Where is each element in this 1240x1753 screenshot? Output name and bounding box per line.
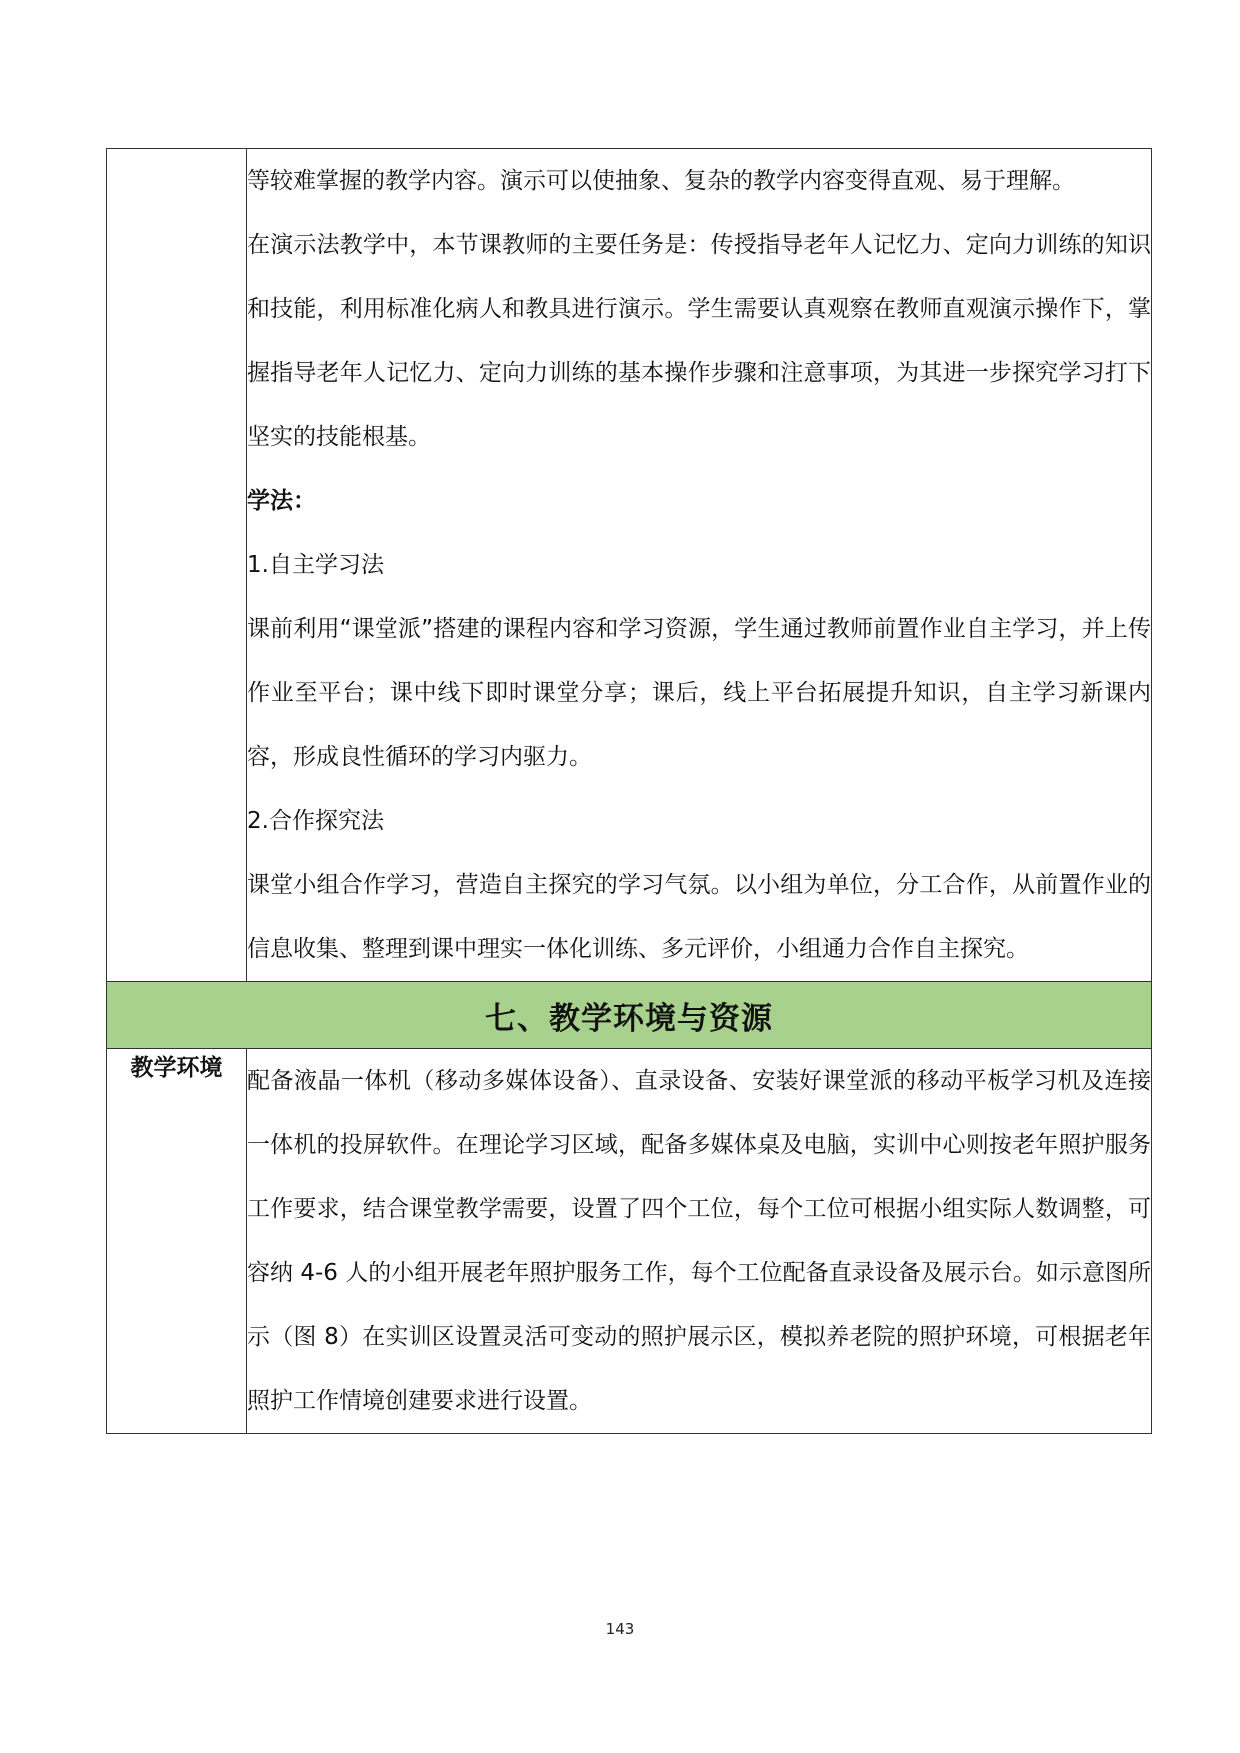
environment-content-cell xyxy=(247,1049,1152,1434)
environment-description: 配备液晶一体机（移动多媒体设备）、直录设备、安装好课堂派的移动平板学习机及连接一体机的投屏软件。在理论学习区域，配备多媒体桌及电脑，实训中心则按老年照护服务工作要求，结合课堂教学需要，设置了四个工位，每个工位可根据小组实际人数调整，可容纳 4-6 人的小组开展老年照护服务工作，每个工位配备直录设备及展示台。如示意图所示（图 8）在实训区设置灵活可变动的照护展示区，模拟养老院的照护环境，可根据老年照护工作情境创建要求进行设置。 xyxy=(247,1068,1151,1414)
method-title: 1.自主学习法 xyxy=(247,552,384,578)
section-header-row xyxy=(107,982,1152,1049)
teaching-method-cell xyxy=(247,149,1152,982)
method-description: 课前利用“课堂派”搭建的课程内容和学习资源，学生通过教师前置作业自主学习，并上传作业至平台；课中线下即时课堂分享；课后，线上平台拓展提升知识，自主学习新课内容，形成良性循环的学习内驱力。 xyxy=(247,616,1151,770)
paragraph: 在演示法教学中，本节课教师的主要任务是：传授指导老年人记忆力、定向力训练的知识和技能，利用标准化病人和教具进行演示。学生需要认真观察在教师直观演示操作下，掌握指导老年人记忆力、定向力训练的基本操作步骤和注意事项，为其进一步探究学习打下坚实的技能根基。 xyxy=(247,232,1151,450)
environment-row xyxy=(107,1049,1152,1434)
empty-label-cell xyxy=(107,149,247,982)
paragraph: 等较难掌握的教学内容。演示可以使抽象、复杂的教学内容变得直观、易于理解。 xyxy=(247,168,1075,194)
page-number: 143 xyxy=(605,1620,635,1638)
row-label: 教学环境 xyxy=(107,1049,247,1434)
method-description: 课堂小组合作学习，营造自主探究的学习气氛。以小组为单位，分工合作，从前置作业的信息收集、整理到课中理实一体化训练、多元评价，小组通力合作自主探究。 xyxy=(247,872,1151,962)
continuation-row xyxy=(107,149,1152,982)
study-method-heading: 学法： xyxy=(247,488,316,514)
method-title: 2.合作探究法 xyxy=(247,808,384,834)
section-header-cell xyxy=(107,982,1152,1049)
section-title: 七、教学环境与资源 xyxy=(485,1000,773,1037)
lesson-plan-table xyxy=(106,148,1152,1434)
